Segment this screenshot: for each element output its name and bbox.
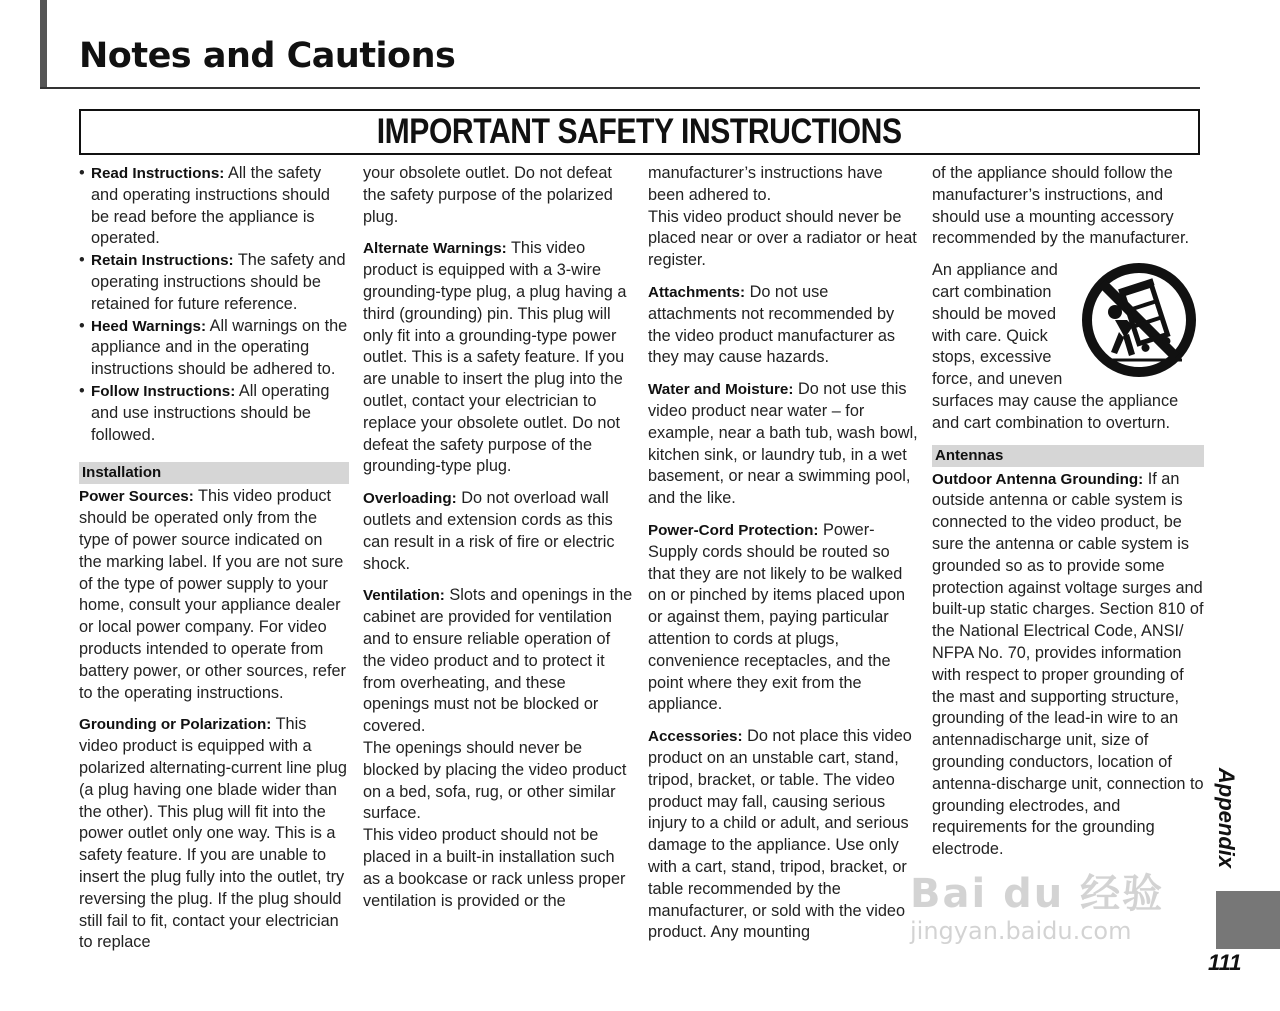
- left-margin-bar: [40, 0, 47, 88]
- column-2: [363, 163, 633, 912]
- paragraph-continued: of the appliance should follow the manufacturer’s instructions, and should use a mounting accessory recommended by the manufacturer.: [932, 164, 1190, 248]
- paragraph-ventilation-2: The openings should never be blocked by placing the video product on a bed, sofa, rug, or other similar surface.: [363, 738, 627, 823]
- paragraph-lead: Water and Moisture:: [648, 381, 794, 399]
- page-title: Notes and Cautions: [79, 36, 456, 76]
- title-rule: [40, 87, 1200, 89]
- paragraph-lead: Grounding or Polarization:: [79, 716, 272, 734]
- paragraph-text: Slots and openings in the cabinet are provided for ventilation and to ensure reliable operation of the video product and to protect it from overheating, and these openings must not be blocked or covered.: [363, 586, 633, 736]
- paragraph-continued: manufacturer’s instructions have been adhered to.: [648, 164, 883, 204]
- column-3: [648, 163, 920, 954]
- column-4: [932, 163, 1204, 871]
- paragraph-lead: Power Sources:: [79, 488, 194, 506]
- item-text: All operating and use instructions should be followed.: [91, 381, 330, 444]
- section-heading-antennas: Antennas: [932, 445, 1204, 467]
- side-tab-marker: [1216, 891, 1280, 949]
- watermark-url: jingyan.baidu.com: [910, 917, 1132, 945]
- paragraph-text: Do not use this video product near water – for example, near a bath tub, wash bowl, kitchen sink, or laundry tub, in a wet basement, or near a swimming pool, and the like.: [648, 380, 918, 508]
- page-number: 111: [1208, 950, 1242, 975]
- paragraph-overloading: [363, 488, 633, 575]
- paragraph-lead: Accessories:: [648, 728, 743, 746]
- watermark: [910, 862, 1210, 962]
- paragraph-lead: Ventilation:: [363, 587, 445, 605]
- list-item: [79, 250, 349, 315]
- item-text: The safety and operating instructions should be retained for future reference.: [91, 251, 346, 313]
- paragraph-outdoor-antenna: [932, 469, 1204, 861]
- watermark-logo: Bai du 经验: [910, 871, 1165, 917]
- paragraph-text: This video product is equipped with a polarized alternating-current line plug (a plug having one blade wider than the other). This plug will fit into the power outlet only one way. This is a safety feature. If you are unable to insert the plug fully into the outlet, try reversing the plug. If the plug should still fail to fit, contact your electrician to replace: [79, 715, 347, 952]
- column-1: [79, 163, 349, 964]
- cart-tip-over-warning-icon: [1077, 260, 1202, 380]
- item-lead: Follow Instructions:: [91, 382, 236, 400]
- paragraph-radiator: This video product should never be placed near or over a radiator or heat register.: [648, 207, 917, 270]
- paragraph-lead: Power-Cord Protection:: [648, 521, 819, 539]
- paragraph-lead: Attachments:: [648, 283, 746, 301]
- safety-banner: [79, 109, 1200, 155]
- item-text: All warnings on the appliance and in the operating instructions should be adhered to.: [91, 316, 348, 379]
- paragraph-text: This video product should be operated only from the type of power source indicated on the marking label. If you are not sure of the type of power supply to your home, consult your appliance dealer or local power company. For video products intended to operate from battery power, or other sources, refer to the operating instructions.: [79, 487, 346, 702]
- paragraph-ventilation-3: This video product should not be placed in a built-in installation such as a bookcase or rack unless proper ventilation is provided or the: [363, 826, 626, 910]
- paragraph-accessories: [648, 726, 920, 944]
- paragraph-lead: Alternate Warnings:: [363, 240, 507, 258]
- paragraph-ventilation: [363, 585, 633, 738]
- side-tab-label: [1206, 758, 1246, 878]
- item-lead: Retain Instructions:: [91, 252, 234, 270]
- banner-title: IMPORTANT SAFETY INSTRUCTIONS: [377, 112, 902, 151]
- item-text: All the safety and operating instructions should be read before the appliance is operated.: [91, 164, 330, 248]
- cart-warning-block: [932, 260, 1204, 434]
- paragraph-grounding: [79, 714, 349, 954]
- paragraph-text: This video product is equipped with a 3-wire grounding-type plug, a plug having a third (grounding) pin. This plug will only fit into a grounding-type power outlet. This is a safety feature. If you are unable to insert the plug into the outlet, contact your electrician to replace your obsolete outlet. Do not defeat the safety purpose of the grounding-type plug.: [363, 239, 627, 476]
- list-item: [79, 163, 349, 250]
- paragraph-text: Do not place this video product on an unstable cart, stand, tripod, bracket, or table. The video product may fall, causing serious injury to a child or adult, and serious damage to the appliance. Use only with a cart, stand, tripod, bracket, or table recommended by the manufacturer, or sold with the video product. Any mounting: [648, 727, 912, 942]
- paragraph-alternate-warnings: [363, 238, 633, 478]
- appendix-label: Appendix: [1214, 767, 1239, 869]
- paragraph-lead: Overloading:: [363, 490, 457, 508]
- cart-warning-text: An appliance and cart combination should be moved with care. Quick stops, excessive force, and uneven surfaces may cause the appliance and cart combination to overturn.: [932, 261, 1179, 432]
- paragraph-text: Do not use attachments not recommended by the video product manufacturer as they may cause hazards.: [648, 282, 896, 367]
- paragraph-attachments: [648, 282, 920, 369]
- paragraph-water-moisture: [648, 379, 920, 510]
- section-heading-installation: Installation: [79, 462, 349, 484]
- paragraph-text: If an outside antenna or cable system is connected to the video product, be sure the antenna or cable system is grounded so as to provide some protection against voltage surges and built-up static charges. Section 810 of the National Electrical Code, ANSI/ NFPA No. 70, provides information with respect to proper grounding of the mast and supporting structure, grounding of the lead-in wire to an antennadischarge unit, size of grounding conductors, location of antenna-discharge unit, connection to grounding electrodes, and requirements for the grounding electrode.: [932, 469, 1204, 859]
- item-lead: Read Instructions:: [91, 165, 225, 182]
- paragraph-power-cord: [648, 520, 920, 716]
- paragraph-power-sources: [79, 486, 349, 704]
- paragraph-continued: your obsolete outlet. Do not defeat the safety purpose of the polarized plug.: [363, 164, 613, 226]
- paragraph-text: Do not overload wall outlets and extension cords as this can result in a risk of fire or electric shock.: [363, 489, 615, 573]
- item-lead: Heed Warnings:: [91, 317, 207, 335]
- paragraph-lead: Outdoor Antenna Grounding:: [932, 470, 1144, 488]
- list-item: [79, 316, 349, 381]
- list-item: [79, 381, 349, 446]
- paragraph-text: Power-Supply cords should be routed so that they are not likely to be walked on or pinched by items placed upon or against them, paying particular attention to cords at plugs, convenience receptacles, and the point where they exit from the appliance.: [648, 520, 906, 714]
- instruction-bullets: [79, 163, 349, 446]
